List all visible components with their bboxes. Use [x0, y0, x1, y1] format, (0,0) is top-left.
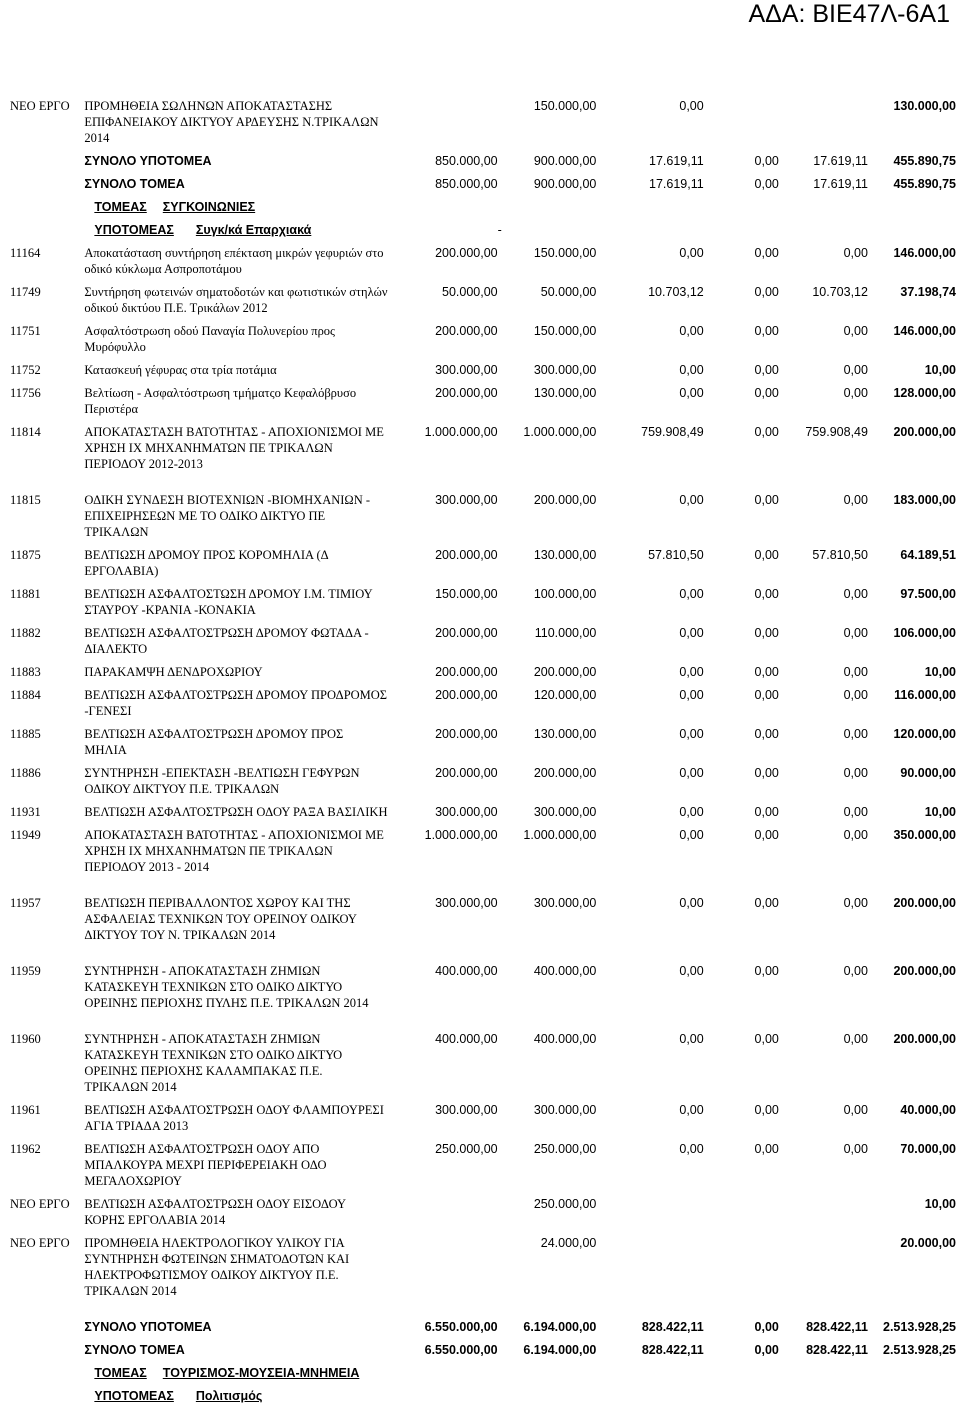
amount-col-3: 0,00 [679, 386, 704, 400]
amount-col-4: 0,00 [754, 828, 779, 842]
header-spacer [6, 1365, 84, 1388]
amount-col-6: 90.000,00 [900, 766, 956, 780]
amount-col-3: 0,00 [679, 665, 704, 679]
project-description: ΠΡΟΜΗΘΕΙΑ ΗΛΕΚΤΡΟΛΟΓΙΚΟΥ ΥΛΙΚΟΥ ΓΙΑ ΣΥΝΤΗΡΗΣΗ ΦΩΤΕΙΝΩΝ ΣΗΜΑΤΟΔΟΤΩΝ ΚΑΙ ΗΛΕΚΤΡΟΦΩΤΙΣΜΟΥ ΟΔΙΚΟΥ ΔΙΚΤΥΟΥ Π.Ε. ΤΡΙΚΑΛΩΝ 2014 [84, 1236, 350, 1298]
budget-row [6, 827, 956, 895]
amount-col-1: 50.000,00 [442, 285, 498, 299]
project-code: 11886 [10, 766, 41, 780]
project-code: 11885 [10, 727, 41, 741]
project-description: ΒΕΛΤΙΩΣΗ ΑΣΦΑΛΤΟΣΤΡΩΣΗ ΔΡΟΜΟΥ ΦΩΤΑΔΑ - ΔΙΑΛΕΚΤΟ [84, 626, 369, 656]
budget-row [6, 687, 956, 726]
project-code: 11931 [10, 805, 41, 819]
amount-col-1: 300.000,00 [435, 896, 498, 910]
header-text [84, 223, 311, 237]
amount-col-2: 300.000,00 [533, 896, 597, 910]
amount-col-1: 200.000,00 [435, 324, 498, 338]
total-spacer [6, 1342, 84, 1365]
header-dash [498, 1365, 956, 1388]
total-label: ΣΥΝΟΛΟ ΥΠΟΤΟΜΕΑ [84, 154, 212, 168]
amount-col-4: 0,00 [754, 363, 779, 377]
header-cell [84, 199, 497, 222]
amount-col-4: 0,00 [754, 386, 779, 400]
amount-col-3: 57.810,50 [648, 548, 704, 562]
amount-col-2: 300.000,00 [533, 363, 597, 377]
total-amount-2: 900.000,00 [533, 154, 597, 168]
project-description: ΟΔΙΚΗ ΣΥΝΔΕΣΗ ΒΙΟΤΕΧΝΙΩΝ -ΒΙΟΜΗΧΑΝΙΩΝ - ΕΠΙΧΕΙΡΗΣΕΩΝ ΜΕ ΤΟ ΟΔΙΚΟ ΔΙΚΤΥΟ ΠΕ ΤΡΙΚΑΛΩΝ [84, 493, 371, 539]
project-description: ΠΑΡΑΚΑΜΨΗ ΔΕΝΔΡΟΧΩΡΙΟΥ [84, 665, 263, 679]
budget-row [6, 963, 956, 1031]
total-row [6, 1319, 956, 1342]
amount-col-6: 130.000,00 [893, 99, 956, 113]
amount-col-4: 0,00 [754, 964, 779, 978]
total-amount-5: 828.422,11 [806, 1320, 868, 1334]
amount-col-1: 150.000,00 [435, 587, 498, 601]
amount-col-1: 200.000,00 [435, 727, 498, 741]
header-cell [84, 1388, 497, 1411]
project-description: Συντήρηση φωτεινών σηματοδοτών και φωτιστικών στηλών οδικού δικτύου Π.Ε. Τρικάλων 2012 [84, 285, 388, 315]
amount-col-3: 0,00 [679, 587, 704, 601]
amount-col-1 [388, 1235, 497, 1319]
header-text [84, 200, 255, 214]
amount-col-2: 200.000,00 [533, 665, 597, 679]
ada-watermark: ΑΔΑ: ΒΙΕ47Λ-6Α1 [748, 0, 950, 28]
amount-col-5: 0,00 [843, 805, 868, 819]
project-description: ΣΥΝΤΗΡΗΣΗ - ΑΠΟΚΑΤΑΣΤΑΣΗ ΖΗΜΙΩΝ ΚΑΤΑΣΚΕΥΗ ΤΕΧΝΙΚΩΝ ΣΤΟ ΟΔΙΚΟ ΔΙΚΤΥΟ ΟΡΕΙΝΗΣ ΠΕΡΙΟΧΗΣ ΚΑΛΑΜΠΑΚΑΣ Π.Ε. ΤΡΙΚΑΛΩΝ 2014 [84, 1032, 343, 1094]
amount-col-1: 200.000,00 [435, 688, 498, 702]
project-code: 11756 [10, 386, 41, 400]
amount-col-4: 0,00 [754, 548, 779, 562]
total-amount-6: 455.890,75 [893, 154, 956, 168]
total-spacer [6, 176, 84, 199]
amount-col-2: 150.000,00 [533, 246, 597, 260]
amount-col-1: 300.000,00 [435, 1103, 498, 1117]
amount-col-2: 200.000,00 [533, 766, 597, 780]
header-cell [84, 1365, 497, 1388]
amount-col-3: 0,00 [679, 727, 704, 741]
project-code: 11752 [10, 363, 41, 377]
amount-col-6: 10,00 [924, 805, 956, 819]
amount-col-3: 0,00 [679, 828, 704, 842]
amount-col-2: 300.000,00 [533, 1103, 597, 1117]
header-spacer [6, 1388, 84, 1411]
header-key: ΤΟΜΕΑΣ [94, 1366, 147, 1380]
budget-row [6, 362, 956, 385]
amount-col-2: 24.000,00 [540, 1236, 597, 1250]
project-description: ΒΕΛΤΙΩΣΗ ΔΡΟΜΟΥ ΠΡΟΣ ΚΟΡΟΜΗΛΙΑ (Δ ΕΡΓΟΛΑΒΙΑ) [84, 548, 328, 578]
amount-col-5: 57.810,50 [812, 548, 868, 562]
amount-col-5: 0,00 [843, 363, 868, 377]
amount-col-6: 116.000,00 [894, 688, 956, 702]
project-code: 11882 [10, 626, 41, 640]
amount-col-5: 0,00 [843, 688, 868, 702]
amount-col-5: 0,00 [843, 246, 868, 260]
total-spacer [6, 153, 84, 176]
amount-col-2: 200.000,00 [533, 493, 597, 507]
amount-col-6: 10,00 [924, 665, 956, 679]
header-dash [498, 1388, 956, 1411]
total-row [6, 153, 956, 176]
total-spacer [6, 1319, 84, 1342]
amount-col-5: 0,00 [843, 626, 868, 640]
project-code: 11875 [10, 548, 41, 562]
budget-row [6, 424, 956, 492]
amount-col-4 [704, 1235, 779, 1319]
amount-col-1: 1.000.000,00 [424, 828, 498, 842]
total-row [6, 176, 956, 199]
project-code: 11959 [10, 964, 41, 978]
amount-col-6: 10,00 [924, 1197, 956, 1211]
budget-row [6, 492, 956, 547]
amount-col-5: 0,00 [843, 727, 868, 741]
amount-col-2: 130.000,00 [533, 548, 597, 562]
budget-row [6, 664, 956, 687]
amount-col-6: 106.000,00 [893, 626, 956, 640]
total-amount-6: 2.513.928,25 [883, 1320, 956, 1334]
budget-row [6, 804, 956, 827]
amount-col-3: 0,00 [679, 964, 704, 978]
amount-col-3: 0,00 [679, 246, 704, 260]
amount-col-6: 200.000,00 [893, 964, 956, 978]
total-amount-4: 0,00 [754, 1343, 779, 1357]
project-code: 11749 [10, 285, 41, 299]
amount-col-4: 0,00 [754, 688, 779, 702]
amount-col-5: 0,00 [843, 1142, 868, 1156]
budget-row [6, 385, 956, 424]
budget-row [6, 625, 956, 664]
amount-col-2: 100.000,00 [533, 587, 597, 601]
total-amount-5: 828.422,11 [806, 1343, 868, 1357]
amount-col-1: 200.000,00 [435, 766, 498, 780]
amount-col-1: 200.000,00 [435, 626, 498, 640]
total-amount-3: 17.619,11 [649, 154, 704, 168]
budget-table-body [6, 98, 956, 1411]
amount-col-2: 400.000,00 [533, 964, 597, 978]
amount-col-2: 130.000,00 [533, 727, 597, 741]
sector-header [6, 1365, 956, 1388]
budget-row [6, 1196, 956, 1235]
amount-col-3: 0,00 [679, 1032, 704, 1046]
header-text [84, 1389, 262, 1403]
amount-col-6: 97.500,00 [900, 587, 956, 601]
amount-col-2: 150.000,00 [533, 99, 597, 113]
project-description: ΒΕΛΤΙΩΣΗ ΑΣΦΑΛΤΟΣΤΡΩΣΗ ΟΔΟΥ ΡΑΞΑ ΒΑΣΙΛΙΚΗ [84, 805, 388, 819]
total-amount-1: 850.000,00 [435, 154, 498, 168]
amount-col-3: 0,00 [679, 493, 704, 507]
amount-col-3: 0,00 [679, 99, 704, 113]
amount-col-1: 300.000,00 [435, 493, 498, 507]
amount-col-5: 0,00 [843, 766, 868, 780]
amount-col-6: 70.000,00 [900, 1142, 956, 1156]
project-description: Κατασκευή γέφυρας στα τρία ποτάμια [84, 363, 277, 377]
amount-col-1: 400.000,00 [435, 964, 498, 978]
amount-col-4: 0,00 [754, 1142, 779, 1156]
header-value: ΤΟΥΡΙΣΜΟΣ-ΜΟΥΣΕΙΑ-ΜΝΗΜΕΙΑ [162, 1366, 360, 1380]
project-description: Αποκατάσταση συντήρηση επέκταση μικρών γεφυριών στο οδικό κύκλωμα Ασπροποτάμου [84, 246, 384, 276]
project-code: 11961 [10, 1103, 41, 1117]
amount-col-2: 150.000,00 [533, 324, 597, 338]
amount-col-1: 1.000.000,00 [424, 425, 498, 439]
amount-col-4: 0,00 [754, 896, 779, 910]
amount-col-4: 0,00 [754, 805, 779, 819]
budget-row [6, 1235, 956, 1319]
total-amount-1: 6.550.000,00 [424, 1343, 498, 1357]
amount-col-6: 20.000,00 [900, 1236, 956, 1250]
project-code: 11957 [10, 896, 41, 910]
header-spacer [6, 199, 84, 222]
amount-col-2: 300.000,00 [533, 805, 597, 819]
amount-col-4 [704, 1196, 779, 1235]
header-value: Συγκ/κά Επαρχιακά [195, 223, 312, 237]
amount-col-1: 200.000,00 [435, 548, 498, 562]
header-text [84, 1366, 359, 1380]
amount-col-2: 1.000.000,00 [523, 425, 597, 439]
budget-row [6, 547, 956, 586]
amount-col-5: 0,00 [843, 1103, 868, 1117]
amount-col-4: 0,00 [754, 1103, 779, 1117]
amount-col-5: 0,00 [843, 1032, 868, 1046]
project-code: 11884 [10, 688, 41, 702]
amount-col-4: 0,00 [754, 285, 779, 299]
total-amount-1: 6.550.000,00 [424, 1320, 498, 1334]
amount-col-5: 759.908,49 [805, 425, 868, 439]
amount-col-6: 146.000,00 [893, 324, 956, 338]
amount-col-5: 0,00 [843, 324, 868, 338]
amount-col-5 [779, 98, 868, 153]
amount-col-3: 0,00 [679, 896, 704, 910]
amount-col-4: 0,00 [754, 626, 779, 640]
amount-col-5: 0,00 [843, 587, 868, 601]
amount-col-1: 300.000,00 [435, 805, 498, 819]
amount-col-2: 250.000,00 [533, 1197, 597, 1211]
amount-col-6: 64.189,51 [900, 548, 956, 562]
total-amount-2: 6.194.000,00 [523, 1343, 597, 1357]
amount-col-3: 0,00 [679, 1103, 704, 1117]
project-code: ΝΕΟ ΕΡΓΟ [10, 99, 70, 113]
total-label: ΣΥΝΟΛΟ ΤΟΜΕΑ [84, 1343, 185, 1357]
total-amount-5: 17.619,11 [813, 154, 868, 168]
amount-col-4: 0,00 [754, 1032, 779, 1046]
header-dash: - [497, 223, 502, 237]
amount-col-2: 400.000,00 [533, 1032, 597, 1046]
amount-col-6: 350.000,00 [893, 828, 956, 842]
total-amount-4: 0,00 [754, 154, 779, 168]
budget-table [6, 98, 956, 1411]
budget-row [6, 1031, 956, 1102]
amount-col-5: 0,00 [843, 896, 868, 910]
amount-col-3: 0,00 [679, 688, 704, 702]
amount-col-6: 200.000,00 [893, 896, 956, 910]
total-amount-3: 828.422,11 [641, 1320, 704, 1334]
amount-col-5 [779, 1196, 868, 1235]
project-description: ΒΕΛΤΙΩΣΗ ΠΕΡΙΒΑΛΛΟΝΤΟΣ ΧΩΡΟΥ ΚΑΙ ΤΗΣ ΑΣΦΑΛΕΙΑΣ ΤΕΧΝΙΚΩΝ ΤΟΥ ΟΡΕΙΝΟΥ ΟΔΙΚΟΥ ΔΙΚΤΥΟΥ ΤΟΥ Ν. ΤΡΙΚΑΛΩΝ 2014 [84, 896, 357, 942]
amount-col-3: 0,00 [679, 626, 704, 640]
amount-col-2: 120.000,00 [533, 688, 597, 702]
amount-col-2: 130.000,00 [533, 386, 597, 400]
total-amount-6: 455.890,75 [893, 177, 956, 191]
total-amount-4: 0,00 [754, 1320, 779, 1334]
project-code: 11960 [10, 1032, 41, 1046]
project-description: ΒΕΛΤΙΩΣΗ ΑΣΦΑΛΤΟΣΤΡΩΣΗ ΟΔΟΥ ΕΙΣΟΔΟΥ ΚΟΡΗΣ ΕΡΓΟΛΑΒΙΑ 2014 [84, 1197, 346, 1227]
header-dash [498, 199, 956, 222]
amount-col-4: 0,00 [754, 425, 779, 439]
total-amount-6: 2.513.928,25 [883, 1343, 956, 1357]
amount-col-2: 50.000,00 [540, 285, 597, 299]
project-description: Ασφαλτόστρωση οδού Παναγία Πολυνερίου προς Μυρόφυλλο [84, 324, 336, 354]
amount-col-6: 183.000,00 [893, 493, 956, 507]
header-cell [84, 222, 497, 245]
total-label: ΣΥΝΟΛΟ ΥΠΟΤΟΜΕΑ [84, 1320, 212, 1334]
amount-col-3: 0,00 [679, 363, 704, 377]
header-key: ΤΟΜΕΑΣ [94, 200, 147, 214]
amount-col-5: 0,00 [843, 493, 868, 507]
budget-row [6, 98, 956, 153]
amount-col-6: 200.000,00 [893, 1032, 956, 1046]
amount-col-4: 0,00 [754, 766, 779, 780]
project-description: ΣΥΝΤΗΡΗΣΗ -ΕΠΕΚΤΑΣΗ -ΒΕΛΤΙΩΣΗ ΓΕΦΥΡΩΝ ΟΔΙΚΟΥ ΔΙΚΤΥΟΥ Π.Ε. ΤΡΙΚΑΛΩΝ [84, 766, 360, 796]
project-code: 11815 [10, 493, 41, 507]
amount-col-1 [388, 98, 497, 153]
amount-col-5 [779, 1235, 868, 1319]
amount-col-6: 10,00 [924, 363, 956, 377]
budget-row [6, 323, 956, 362]
amount-col-3: 759.908,49 [641, 425, 704, 439]
header-value: ΣΥΓΚΟΙΝΩΝΙΕΣ [162, 200, 256, 214]
amount-col-5: 0,00 [843, 964, 868, 978]
budget-row [6, 726, 956, 765]
project-description: ΠΡΟΜΗΘΕΙΑ ΣΩΛΗΝΩΝ ΑΠΟΚΑΤΑΣΤΑΣΗΣ ΕΠΙΦΑΝΕΙΑΚΟΥ ΔΙΚΤΥΟΥ ΑΡΔΕΥΣΗΣ Ν.ΤΡΙΚΑΛΩΝ 2014 [84, 99, 379, 145]
project-description: ΒΕΛΤΙΩΣΗ ΑΣΦΑΛΤΟΣΤΡΩΣΗ ΔΡΟΜΟΥ ΠΡΟΣ ΜΗΛΙΑ [84, 727, 344, 757]
amount-col-4: 0,00 [754, 246, 779, 260]
project-code: 11164 [10, 246, 41, 260]
amount-col-3 [596, 1196, 703, 1235]
amount-col-6: 146.000,00 [893, 246, 956, 260]
total-amount-5: 17.619,11 [813, 177, 868, 191]
sector-header [6, 199, 956, 222]
header-key: ΥΠΟΤΟΜΕΑΣ [94, 223, 174, 237]
total-amount-3: 828.422,11 [641, 1343, 704, 1357]
project-code: 11949 [10, 828, 41, 842]
project-description: ΒΕΛΤΙΩΣΗ ΑΣΦΑΛΤΟΣΤΡΩΣΗ ΟΔΟΥ ΑΠΟ ΜΠΑΛΚΟΥΡΑ ΜΕΧΡΙ ΠΕΡΙΦΕΡΕΙΑΚΗ ΟΔΟ ΜΕΓΑΛΟΧΩΡΙΟΥ [84, 1142, 327, 1188]
total-amount-2: 900.000,00 [533, 177, 597, 191]
budget-row [6, 245, 956, 284]
amount-col-2: 1.000.000,00 [523, 828, 597, 842]
amount-col-4: 0,00 [754, 587, 779, 601]
amount-col-5: 0,00 [843, 386, 868, 400]
budget-row [6, 765, 956, 804]
header-spacer [6, 222, 84, 245]
amount-col-3: 0,00 [679, 766, 704, 780]
total-amount-2: 6.194.000,00 [523, 1320, 597, 1334]
project-description: ΣΥΝΤΗΡΗΣΗ - ΑΠΟΚΑΤΑΣΤΑΣΗ ΖΗΜΙΩΝ ΚΑΤΑΣΚΕΥΗ ΤΕΧΝΙΚΩΝ ΣΤΟ ΟΔΙΚΟ ΔΙΚΤΥΟ ΟΡΕΙΝΗΣ ΠΕΡΙΟΧΗΣ ΠΥΛΗΣ Π.Ε. ΤΡΙΚΑΛΩΝ 2014 [84, 964, 369, 1010]
amount-col-1 [388, 1196, 497, 1235]
budget-row [6, 284, 956, 323]
amount-col-6: 200.000,00 [893, 425, 956, 439]
project-code: 11751 [10, 324, 41, 338]
project-code: 11962 [10, 1142, 41, 1156]
amount-col-6: 120.000,00 [893, 727, 956, 741]
total-amount-3: 17.619,11 [649, 177, 704, 191]
amount-col-4: 0,00 [754, 665, 779, 679]
budget-row [6, 1141, 956, 1196]
amount-col-4: 0,00 [754, 493, 779, 507]
header-value: Πολιτισμός [195, 1389, 263, 1403]
amount-col-3: 10.703,12 [648, 285, 704, 299]
subsector-header [6, 222, 956, 245]
total-row [6, 1342, 956, 1365]
project-description: ΒΕΛΤΙΩΣΗ ΑΣΦΑΛΤΟΣΤΩΣΗ ΔΡΟΜΟΥ Ι.Μ. ΤΙΜΙΟΥ ΣΤΑΥΡΟΥ -ΚΡΑΝΙΑ -ΚΟΝΑΚΙΑ [84, 587, 373, 617]
amount-col-4: 0,00 [754, 324, 779, 338]
project-description: ΑΠΟΚΑΤΑΣΤΑΣΗ ΒΑΤΟΤΗΤΑΣ - ΑΠΟΧΙΟΝΙΣΜΟΙ ΜΕ ΧΡΗΣΗ ΙΧ ΜΗΧΑΝΗΜΑΤΩΝ ΠΕ ΤΡΙΚΑΛΩΝ ΠΕΡΙΟΔΟΥ 2012-2013 [84, 425, 384, 471]
amount-col-3: 0,00 [679, 1142, 704, 1156]
amount-col-1: 200.000,00 [435, 665, 498, 679]
total-amount-1: 850.000,00 [435, 177, 498, 191]
project-code: ΝΕΟ ΕΡΓΟ [10, 1197, 70, 1211]
project-code: 11881 [10, 587, 41, 601]
amount-col-3: 0,00 [679, 805, 704, 819]
budget-row [6, 895, 956, 963]
amount-col-1: 300.000,00 [435, 363, 498, 377]
amount-col-1: 400.000,00 [435, 1032, 498, 1046]
project-code: 11883 [10, 665, 41, 679]
amount-col-3 [596, 1235, 703, 1319]
amount-col-5: 10.703,12 [812, 285, 868, 299]
amount-col-6: 128.000,00 [893, 386, 956, 400]
project-code: ΝΕΟ ΕΡΓΟ [10, 1236, 70, 1250]
header-key: ΥΠΟΤΟΜΕΑΣ [94, 1389, 174, 1403]
amount-col-1: 200.000,00 [435, 246, 498, 260]
total-amount-4: 0,00 [754, 177, 779, 191]
amount-col-2: 250.000,00 [533, 1142, 597, 1156]
amount-col-4 [704, 98, 779, 153]
amount-col-6: 37.198,74 [900, 285, 956, 299]
amount-col-2: 110.000,00 [534, 626, 597, 640]
amount-col-1: 200.000,00 [435, 386, 498, 400]
amount-col-1: 250.000,00 [435, 1142, 498, 1156]
project-description: ΒΕΛΤΙΩΣΗ ΑΣΦΑΛΤΟΣΤΡΩΣΗ ΔΡΟΜΟΥ ΠΡΟΔΡΟΜΟΣ -ΓΕΝΕΣΙ [84, 688, 388, 718]
project-code: 11814 [10, 425, 41, 439]
amount-col-5: 0,00 [843, 828, 868, 842]
amount-col-6: 40.000,00 [900, 1103, 956, 1117]
subsector-header [6, 1388, 956, 1411]
budget-row [6, 1102, 956, 1141]
project-description: ΒΕΛΤΙΩΣΗ ΑΣΦΑΛΤΟΣΤΡΩΣΗ ΟΔΟΥ ΦΛΑΜΠΟΥΡΕΣΙ ΑΓΙΑ ΤΡΙΑΔΑ 2013 [84, 1103, 384, 1133]
project-description: Βελτίωση - Ασφαλτόστρωση τμήματςο Κεφαλόβρυσο Περιστέρα [84, 386, 357, 416]
amount-col-4: 0,00 [754, 727, 779, 741]
amount-col-5: 0,00 [843, 665, 868, 679]
total-label: ΣΥΝΟΛΟ ΤΟΜΕΑ [84, 177, 185, 191]
budget-row [6, 586, 956, 625]
amount-col-3: 0,00 [679, 324, 704, 338]
project-description: ΑΠΟΚΑΤΑΣΤΑΣΗ ΒΑΤΟΤΗΤΑΣ - ΑΠΟΧΙΟΝΙΣΜΟΙ ΜΕ ΧΡΗΣΗ ΙΧ ΜΗΧΑΝΗΜΑΤΩΝ ΠΕ ΤΡΙΚΑΛΩΝ ΠΕΡΙΟΔΟΥ 2013 - 2014 [84, 828, 384, 874]
